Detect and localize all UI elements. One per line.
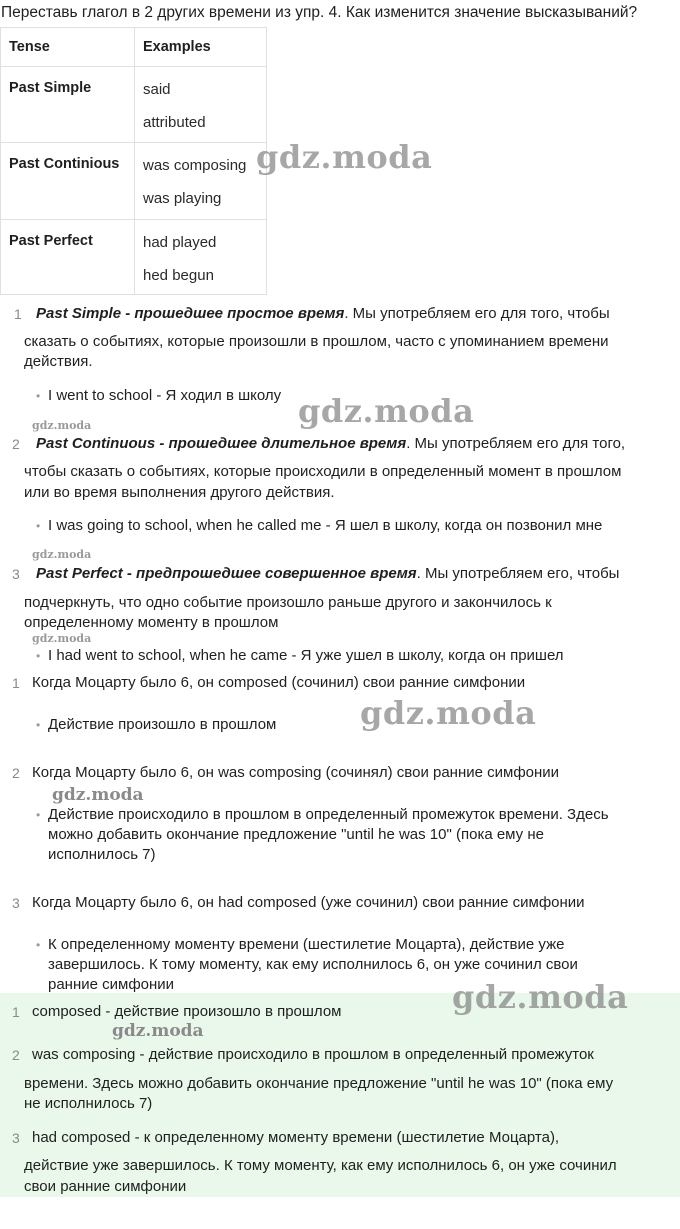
- example-text: was playing: [143, 190, 222, 207]
- list-number: 1: [14, 306, 22, 322]
- list-number: 1: [12, 675, 20, 691]
- bullet-dot: •: [36, 649, 41, 663]
- summary-line: свои ранние симфонии: [24, 1178, 187, 1195]
- summary-line: не исполнилось 7): [24, 1095, 153, 1112]
- explanation-line: или во время выполнения другого действия.: [24, 484, 335, 501]
- list-number: 3: [12, 566, 20, 582]
- summary-line: had composed - к определенному моменту времени (шестилетие Моцарта),: [32, 1129, 560, 1146]
- explanation-text: . Мы употребляем его для того,: [406, 435, 626, 452]
- table-row: [1, 220, 267, 295]
- list-number: 3: [12, 1130, 20, 1146]
- example-sentence: I was going to school, when he called me - Я шел в школу, когда он позвонил мне: [48, 517, 603, 534]
- bullet-dot: •: [36, 519, 41, 533]
- watermark: gdz.moda: [112, 1021, 204, 1041]
- tense-name: Past Simple: [9, 80, 92, 96]
- task-question: Переставь глагол в 2 других времени из упр. 4. Как изменится значение высказываний?: [1, 4, 638, 21]
- summary-line: was composing - действие происходило в прошлом в определенный промежуток: [32, 1046, 594, 1063]
- table-row: [1, 67, 267, 143]
- tense-title: Past Continuous - прошедшее длительное время: [36, 435, 407, 452]
- watermark: gdz.moda: [52, 785, 144, 805]
- sentence-note: К определенному моменту времени (шестилетие Моцарта), действие уже: [48, 936, 565, 953]
- bullet-dot: •: [36, 389, 41, 403]
- watermark: gdz.moda: [32, 632, 92, 645]
- watermark: gdz.moda: [32, 548, 92, 561]
- explanation-line: подчеркнуть, что одно событие произошло раньше другого и закончилось к: [24, 594, 552, 611]
- sentence-text: Когда Моцарту было 6, он was composing (сочинял) свои ранние симфонии: [32, 764, 560, 781]
- bullet-dot: •: [36, 808, 41, 822]
- tense-title: Past Simple - прошедшее простое время: [36, 305, 345, 322]
- header-tense: Tense: [9, 39, 50, 55]
- sentence-text: Когда Моцарту было 6, он composed (сочинил) свои ранние симфонии: [32, 674, 526, 691]
- explanation-heading: [36, 305, 610, 322]
- sentence-note: Действие происходило в прошлом в определенный промежуток времени. Здесь: [48, 806, 609, 823]
- explanation-heading: [36, 565, 619, 582]
- explanation-text: . Мы употребляем его для того, чтобы: [344, 305, 610, 322]
- sentence-note: исполнилось 7): [48, 846, 156, 863]
- sentence-text: Когда Моцарту было 6, он had composed (уже сочинил) свои ранние симфонии: [32, 894, 585, 911]
- example-sentence: I had went to school, when he came - Я уже ушел в школу, когда он пришел: [48, 647, 564, 664]
- summary-line: действие уже завершилось. К тому моменту, как ему исполнилось 6, он уже сочинил: [24, 1157, 617, 1174]
- sentence-note: завершилось. К тому моменту, как ему исполнилось 6, он уже сочинил свои: [48, 956, 578, 973]
- table-row: [1, 143, 267, 220]
- explanation-line: чтобы сказать о событиях, которые происходили в определенный момент в прошлом: [24, 463, 622, 480]
- explanation-line: определенному моменту в прошлом: [24, 614, 279, 631]
- list-number: 1: [12, 1004, 20, 1020]
- example-text: attributed: [143, 114, 206, 131]
- tense-name: Past Perfect: [9, 233, 93, 249]
- watermark: gdz.moda: [298, 392, 475, 430]
- sentence-note: можно добавить окончание предложение "until he was 10" (пока ему не: [48, 826, 544, 843]
- example-text: said: [143, 81, 171, 98]
- example-text: had played: [143, 234, 217, 251]
- watermark: gdz.moda: [256, 138, 433, 176]
- bullet-dot: •: [36, 718, 41, 732]
- explanation-heading: [36, 435, 625, 452]
- list-number: 2: [12, 436, 20, 452]
- tense-table: [0, 27, 267, 295]
- explanation-line: сказать о событиях, которые произошли в прошлом, часто с упоминанием времени: [24, 333, 609, 350]
- example-text: hed begun: [143, 267, 214, 284]
- bullet-dot: •: [36, 938, 41, 952]
- table-header-row: [1, 28, 267, 67]
- watermark: gdz.moda: [452, 978, 629, 1016]
- explanation-line: действия.: [24, 353, 93, 370]
- list-number: 3: [12, 895, 20, 911]
- sentence-note: ранние симфонии: [48, 976, 175, 993]
- example-sentence: I went to school - Я ходил в школу: [48, 387, 282, 404]
- summary-line: времени. Здесь можно добавить окончание предложение "until he was 10" (пока ему: [24, 1075, 614, 1092]
- sentence-note: Действие произошло в прошлом: [48, 716, 277, 733]
- summary-line: composed - действие произошло в прошлом: [32, 1003, 342, 1020]
- tense-title: Past Perfect - предпрошедшее совершенное время: [36, 565, 417, 582]
- tense-name: Past Continious: [9, 156, 120, 172]
- header-examples: Examples: [143, 39, 211, 55]
- explanation-text: . Мы употребляем его, чтобы: [416, 565, 620, 582]
- watermark: gdz.moda: [360, 694, 537, 732]
- list-number: 2: [12, 1047, 20, 1063]
- example-text: was composing: [143, 157, 247, 174]
- watermark: gdz.moda: [32, 419, 92, 432]
- list-number: 2: [12, 765, 20, 781]
